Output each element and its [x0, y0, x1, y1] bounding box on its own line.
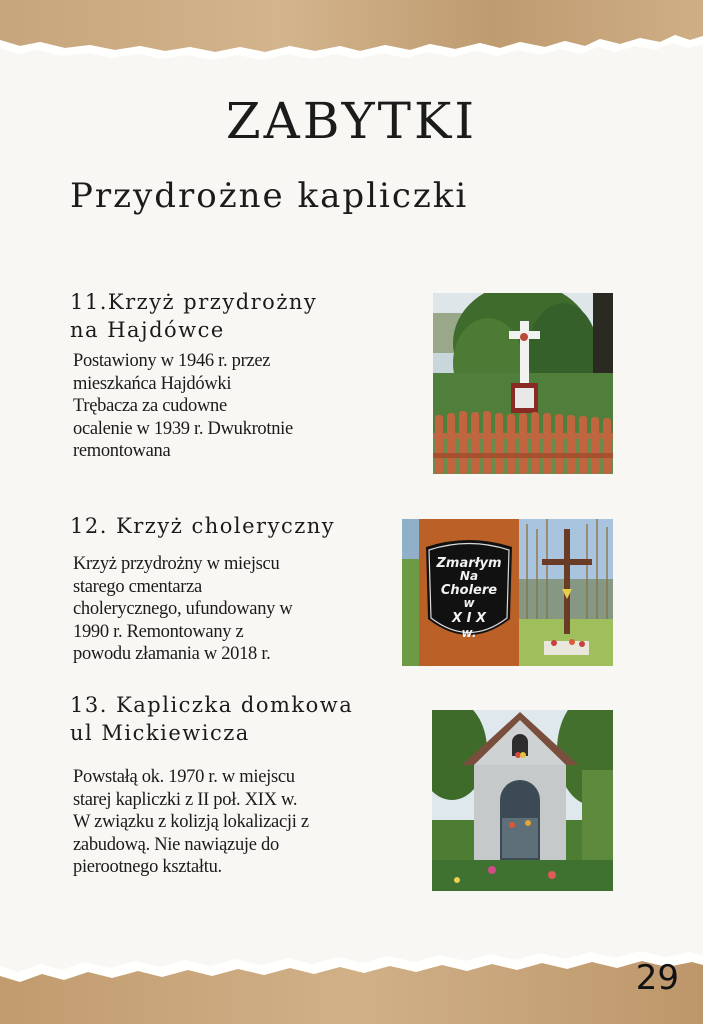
page-subtitle: Przydrożne kapliczki [70, 176, 469, 216]
item-13-heading [70, 691, 353, 747]
plaque-text-line-3: Cholere [440, 583, 498, 598]
item-12-text-line-3: cholerycznego, ufundowany w [73, 599, 293, 619]
plaque-text-line-1: Zmarłym [436, 556, 502, 571]
item-11-heading-line-2: na Hajdówce [70, 318, 225, 342]
item-11-heading-line-1: 11.Krzyż przydrożny [70, 290, 318, 314]
item-13-text-line-5: pierootnego kształtu. [73, 857, 222, 877]
item-13-text-line-3: W związku z kolizją lokalizacji z [73, 812, 309, 832]
item-13-description [73, 766, 363, 879]
plaque-text-line-4: w [463, 596, 475, 610]
plaque-text-line-2: Na [459, 569, 479, 583]
item-12-photo-cholera-cross [402, 519, 613, 666]
item-12-text-line-5: powodu złamania w 2018 r. [73, 644, 271, 664]
item-11-text-line-2: mieszkańca Hajdówki [73, 373, 232, 394]
item-13-text-line-1: Powstałą ok. 1970 r. w miejscu [73, 767, 295, 787]
item-13-text-line-4: zabudową. Nie nawiązuje do [73, 834, 279, 855]
item-13-heading-line-1: 13. Kapliczka domkowa [70, 693, 354, 717]
plaque-text-line-6: w. [461, 626, 477, 640]
item-13-text-line-2: starej kapliczki z II poł. XIX w. [73, 789, 298, 810]
item-12-text-line-4: 1990 r. Remontowany z [73, 621, 244, 642]
torn-paper-top [0, 0, 703, 70]
page-title: ZABYTKI [225, 92, 478, 150]
item-12-text-line-1: Krzyż przydrożny w miejscu [73, 554, 280, 574]
page-number: 29 [635, 958, 679, 998]
item-11-heading [70, 288, 317, 344]
item-13-heading-line-2: ul Mickiewicza [70, 721, 250, 745]
plaque-text-line-5: X I X [452, 611, 486, 626]
item-12-description [73, 553, 363, 666]
item-13-photo-house-chapel [432, 710, 613, 891]
item-12-heading-line-1: 12. Krzyż choleryczny [70, 514, 336, 538]
torn-paper-bottom [0, 944, 703, 1024]
item-11-text-line-1: Postawiony w 1946 r. przez [73, 351, 271, 371]
item-12-text-line-2: starego cmentarza [73, 576, 202, 597]
item-11-text-line-4: ocalenie w 1939 r. Dwukrotnie [73, 418, 293, 439]
item-11-text-line-3: Trębacza za cudowne [73, 396, 227, 416]
item-11-text-line-5: remontowana [73, 441, 171, 461]
item-11-photo-wayside-cross [433, 293, 613, 474]
item-11-description [73, 350, 363, 463]
item-12-heading [70, 512, 335, 540]
